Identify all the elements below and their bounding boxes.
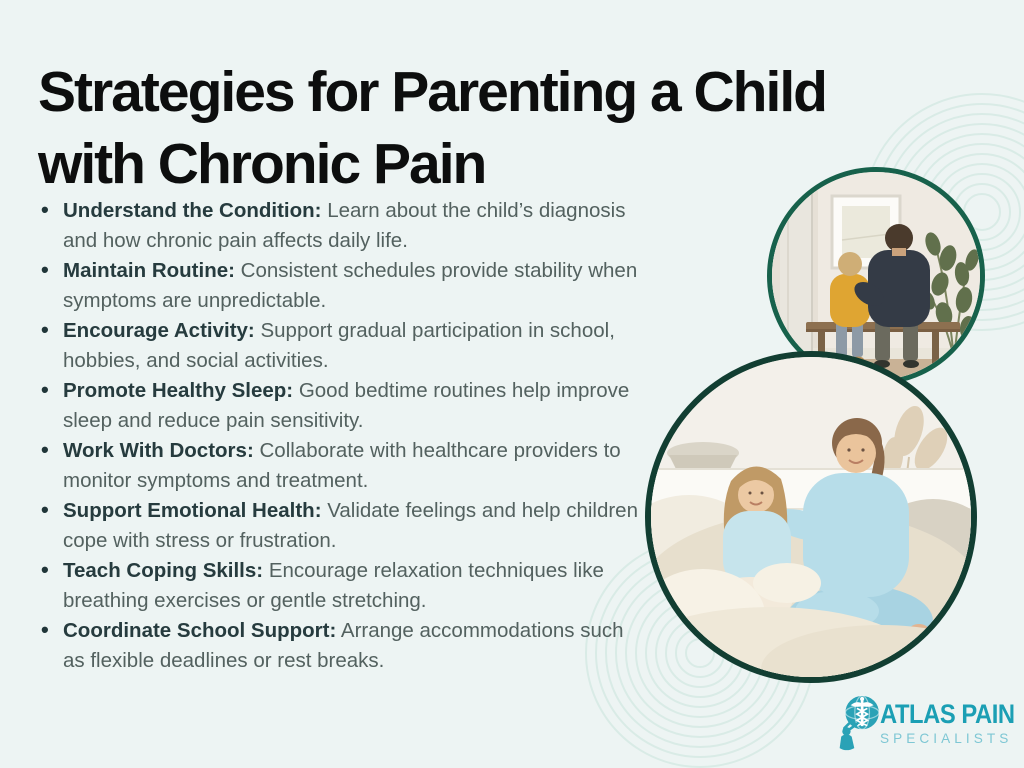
- bullet-label: Promote Healthy Sleep:: [63, 379, 294, 402]
- logo-tagline: SPECIALISTS: [880, 730, 1013, 746]
- list-item: [40, 556, 646, 616]
- page-title: [38, 56, 998, 200]
- bullet-text: Good bedtime routines help improve sleep and reduce pain sensitivity.: [63, 379, 630, 432]
- list-item: [40, 376, 646, 436]
- bullet-label: Teach Coping Skills:: [63, 559, 264, 582]
- bullet-text: Validate feelings and help children cope with stress or frustration.: [63, 499, 638, 552]
- bullet-text: Support gradual participation in school, hobbies, and social activities.: [63, 319, 615, 372]
- page-title-line-2: with Chronic Pain: [38, 132, 486, 197]
- page-title-line-1: Strategies for Parenting a Child: [38, 60, 826, 125]
- list-item: [40, 256, 646, 316]
- bullet-label: Encourage Activity:: [63, 319, 255, 342]
- list-item: [40, 436, 646, 496]
- list-item: [40, 616, 646, 676]
- logo-name: ATLAS PAIN: [880, 699, 1015, 729]
- caduceus-globe-icon: [836, 692, 882, 754]
- mother-daughter-illustration: [651, 357, 971, 677]
- logo-text: [880, 701, 1024, 746]
- bullet-text: Consistent schedules provide stability when symptoms are unpredictable.: [63, 259, 638, 312]
- bullet-text: Encourage relaxation techniques like breathing exercises or gentle stretching.: [63, 559, 604, 612]
- photo-mother-daughter: [645, 351, 977, 683]
- bullet-text: Arrange accommodations such as flexible deadlines or rest breaks.: [63, 619, 624, 672]
- bullet-label: Work With Doctors:: [63, 439, 254, 462]
- atlas-pain-specialists-logo: [836, 692, 1024, 754]
- bullet-label: Understand the Condition:: [63, 199, 322, 222]
- list-item: [40, 316, 646, 376]
- bullet-label: Coordinate School Support:: [63, 619, 337, 642]
- list-item: [40, 196, 646, 256]
- list-item: [40, 496, 646, 556]
- bullet-text: Collaborate with healthcare providers to monitor symptoms and treatment.: [63, 439, 621, 492]
- father-son-illustration: [772, 172, 980, 380]
- bullet-label: Maintain Routine:: [63, 259, 235, 282]
- bullet-text: Learn about the child’s diagnosis and how chronic pain affects daily life.: [63, 199, 626, 252]
- strategies-list: [40, 196, 646, 676]
- bullet-label: Support Emotional Health:: [63, 499, 322, 522]
